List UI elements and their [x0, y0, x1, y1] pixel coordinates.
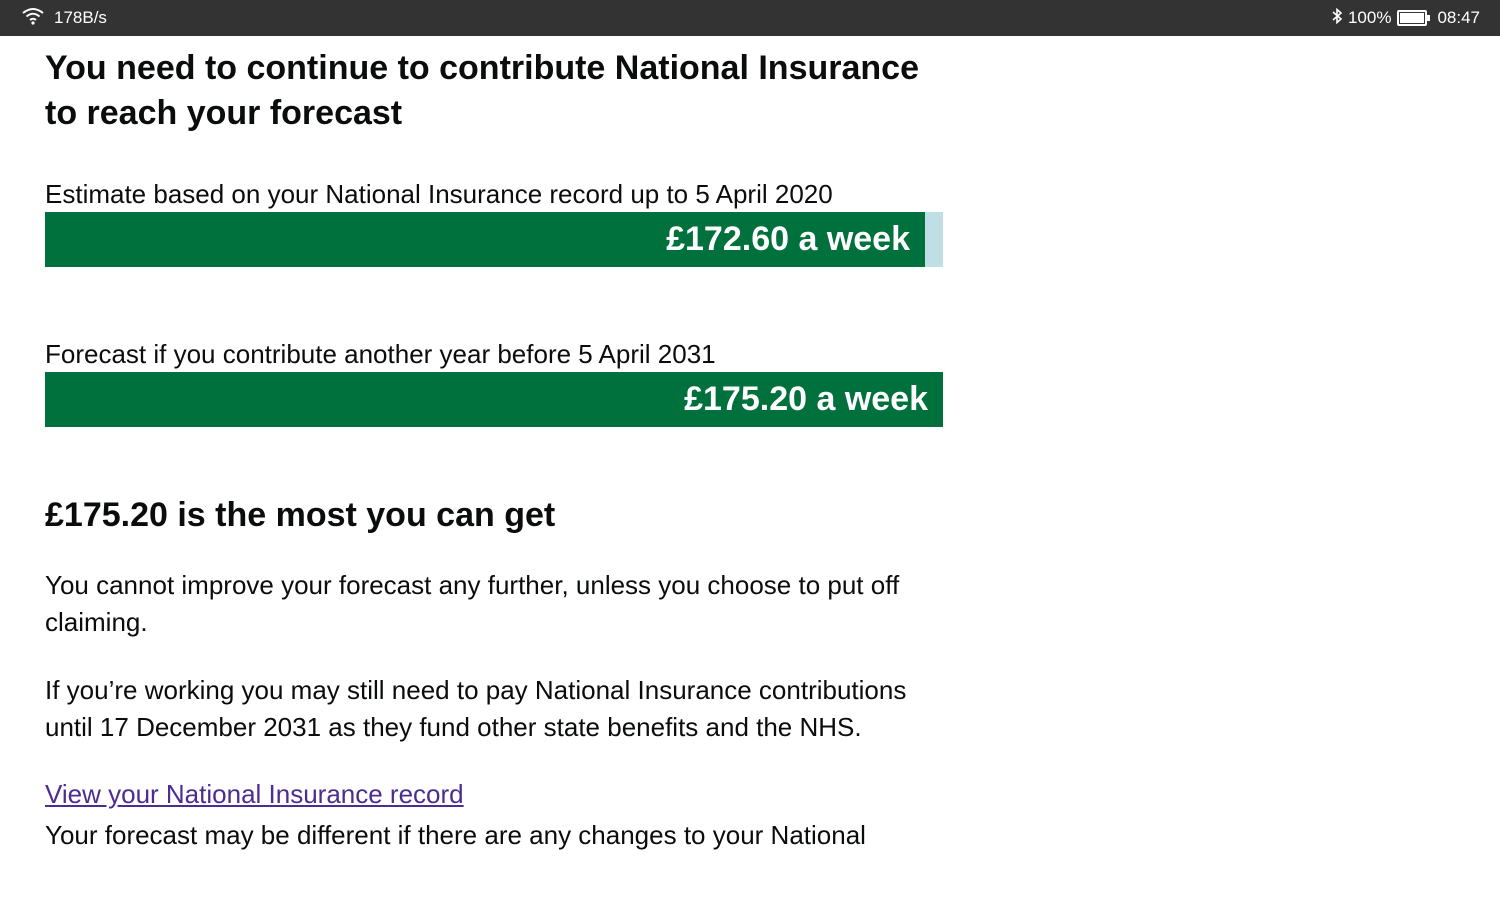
battery-percentage: 100% — [1347, 8, 1392, 27]
status-left — [22, 0, 107, 36]
forecast-value: £175.20 a week — [684, 380, 928, 418]
bluetooth-icon — [1330, 7, 1344, 30]
forecast-bar — [45, 372, 943, 427]
forecast-label: Forecast if you contribute another year before 5 April 2031 — [45, 339, 716, 369]
status-right — [1330, 0, 1480, 36]
estimate-bar — [45, 212, 943, 267]
status-bar — [0, 0, 1500, 36]
page-title: You need to continue to contribute National Insurance to reach your forecast — [45, 49, 919, 132]
no-improvement-text: You cannot improve your forecast any further, unless you choose to put off claiming. — [45, 570, 900, 637]
main-content — [45, 36, 945, 854]
max-amount-heading: £175.20 is the most you can get — [45, 496, 556, 534]
estimate-label: Estimate based on your National Insurance record up to 5 April 2020 — [45, 179, 833, 209]
clock: 08:47 — [1437, 8, 1480, 27]
contributions-text: If you’re working you may still need to pay National Insurance contributions until 17 December 2031 as they fund other state benefits and the NHS. — [45, 675, 907, 742]
forecast-section — [45, 339, 945, 427]
estimate-value: £172.60 a week — [666, 220, 910, 258]
record-link-wrapper — [45, 779, 945, 809]
estimate-section — [45, 179, 945, 267]
battery-icon — [1397, 10, 1427, 26]
network-speed: 178B/s — [54, 8, 107, 27]
forecast-change-text: Your forecast may be different if there are any changes to your National — [45, 820, 866, 850]
view-ni-record-link[interactable]: View your National Insurance record — [45, 779, 464, 809]
wifi-icon — [22, 7, 44, 30]
